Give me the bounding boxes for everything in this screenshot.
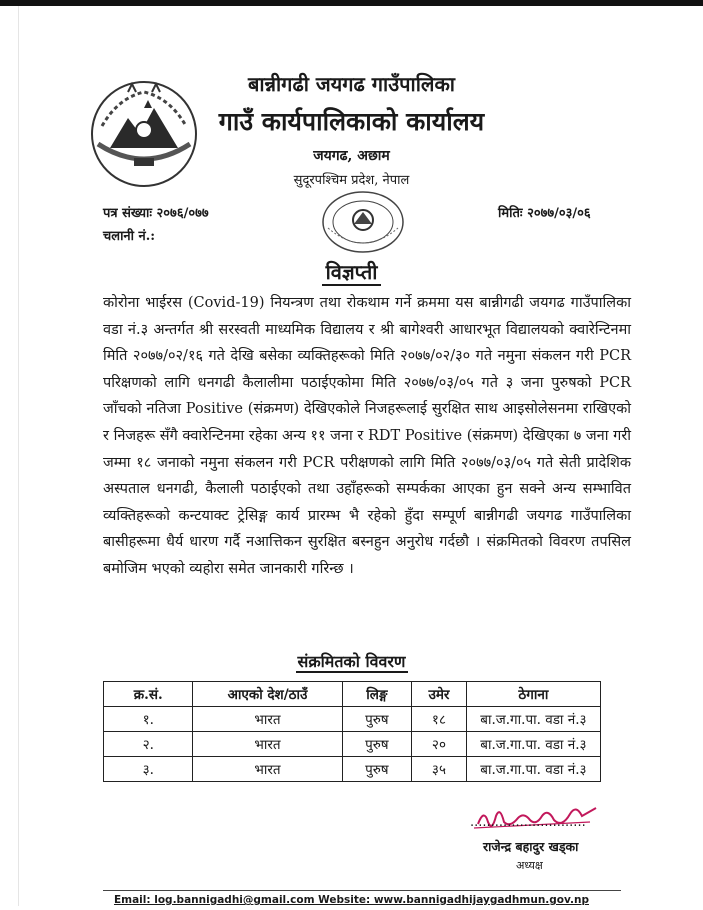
column-header: उमेर — [412, 682, 467, 707]
table-cell: ३५ — [412, 757, 467, 782]
office-stamp-icon — [318, 188, 408, 256]
table-cell: २० — [412, 732, 467, 757]
footer-contact: Email: log.bannigadhi@gmail.com Website: www.bannigadhijaygadhmun.gov.np — [113, 894, 589, 906]
municipality-name: बान्नीगढी जयगढ गाउँपालिका — [248, 72, 455, 96]
table-cell: १. — [104, 707, 193, 732]
table-cell: बा.ज.गा.पा. वडा नं.३ — [466, 732, 600, 757]
column-header: आएको देश/ठाउँ — [193, 682, 342, 707]
column-header: क्र.सं. — [104, 682, 193, 707]
dispatch-number: चलानी नं.: — [103, 229, 156, 244]
column-header: ठेगाना — [466, 682, 600, 707]
notice-body: कोरोना भाईरस (Covid-19) नियन्त्रण तथा रोकथाम गर्ने क्रममा यस बान्नीगढी जयगढ गाउँपालिका वडा नं.३ अन्तर्गत श्री सरस्वती माध्यमिक विद्यालय र श्री बागेश्वरी आधारभूत विद्यालयको क्वारेन्टिनमा मिति २०७७/०२/१६ गते देखि बसेका व्यक्तिहरूको मिति २०७७/०२/३० गते नमुना संकलन गरी PCR परिक्षणको लागि धनगढी कैलालीमा पठाईएकोमा मिति २०७७/०३/०५ गते ३ जना पुरुषको PCR जाँचको नतिजा Positive (संक्रमण) देखिएकोले निजहरूलाई सुरक्षित साथ आइसोलेसनमा राखिएको र निजहरू सँगै क्वारेन्टिनमा रहेका अन्य ११ जना र RDT Positive (संक्रमण) देखिएका ७ जना गरी जम्मा १८ जनाको नमुना संकलन गरी PCR परीक्षणको लागि मिति २०७७/०३/०५ गते सेती प्रादेशिक अस्पताल धनगढी, कैलाली पठाईएको तथा उहाँहरूको सम्पर्कका आएका हुन सक्ने अन्य सम्भावित व्यक्तिहरूको कन्टयाक्ट ट्रेसिङ्ग कार्य प्रारम्भ भै रहेको हुँदा सम्पूर्ण बान्नीगढी जयगढ गाउँपालिका बासीहरूमा धैर्य धारण गर्दै नआत्तिकन सुरक्षित बस्नहुन अनुरोध गर्दछौ । संक्रमितको विवरण तपसिल बमोजिम भएको व्यहोरा समेत जानकारी गरिन्छ । — [103, 295, 631, 577]
table-row — [104, 707, 601, 732]
document-date: मितिः २०७७/०३/०६ — [498, 206, 591, 221]
table-header-row — [104, 682, 601, 707]
table-cell: पुरुष — [342, 732, 412, 757]
table-row — [104, 757, 601, 782]
signatory-designation: अध्यक्ष — [516, 859, 543, 872]
table-title: संक्रमितको विवरण — [297, 652, 406, 671]
footer-divider — [103, 890, 621, 891]
scan-edge-line — [18, 6, 19, 906]
office-location: जयगढ, अछाम — [313, 148, 390, 164]
office-name: गाउँ कार्यपालिकाको कार्यालय — [218, 107, 485, 136]
table-cell: ३. — [104, 757, 193, 782]
table-row — [104, 732, 601, 757]
infected-details-table — [103, 681, 601, 782]
table-cell: २. — [104, 732, 193, 757]
table-cell: पुरुष — [342, 707, 412, 732]
table-cell: भारत — [193, 707, 342, 732]
signatory-name: राजेन्द्र बहादुर खड्का — [483, 839, 579, 854]
table-cell: भारत — [193, 757, 342, 782]
reference-number: पत्र संख्याः २०७६/०७७ — [103, 206, 209, 221]
column-header: लिङ्ग — [342, 682, 412, 707]
notice-title: विज्ञप्ती — [0, 258, 703, 285]
signature-line: ............................ — [470, 815, 586, 830]
top-border — [0, 0, 703, 6]
table-cell: बा.ज.गा.पा. वडा नं.३ — [466, 757, 600, 782]
table-cell: १८ — [412, 707, 467, 732]
table-cell: भारत — [193, 732, 342, 757]
table-cell: पुरुष — [342, 757, 412, 782]
table-cell: बा.ज.गा.पा. वडा नं.३ — [466, 707, 600, 732]
province-line: सुदूरपश्चिम प्रदेश, नेपाल — [293, 173, 410, 188]
